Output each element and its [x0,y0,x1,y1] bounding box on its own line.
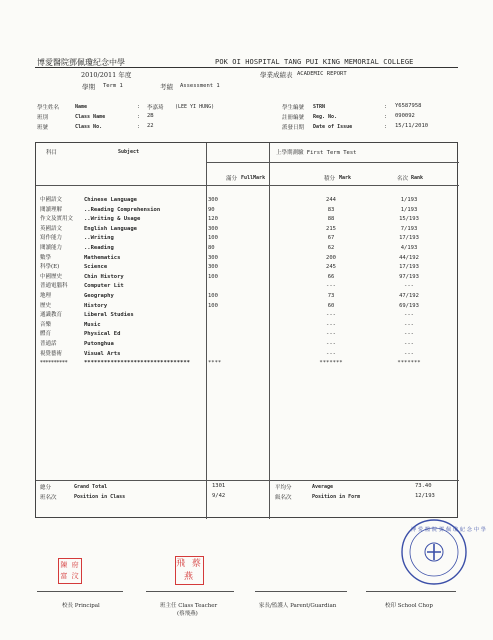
name-colon: : [137,104,141,110]
average-label-en: Average [312,484,334,490]
table-rule-term-header [206,162,459,163]
mark-cell: --- [326,283,336,290]
rank-cell: 97/193 [399,273,419,280]
table-rule-totals [36,480,459,481]
mark-cell: --- [326,312,336,319]
reg-colon: : [384,114,388,120]
term-label: 學期 [82,83,95,91]
grand-total-label-zh: 總分 [40,485,52,491]
table-row [36,234,459,244]
full-mark-cell: 80 [208,245,215,251]
rank-cell: 1/193 [400,206,418,213]
rank-cell: 15/193 [399,216,419,223]
report-title-en: ACADEMIC REPORT [297,71,347,77]
rank-cell: ******* [397,360,421,367]
principal-signature-line [37,591,123,592]
name-label-en: Name [75,104,88,110]
full-mark-cell: 90 [208,206,215,213]
full-mark-cell: 120 [208,216,218,223]
form-position-label-zh: 級名次 [275,495,292,501]
table-row [36,225,459,235]
rank-header-en: Rank [411,175,424,181]
subject-name-zh: 音樂 [40,321,52,328]
subject-name-zh: ********** [40,360,68,367]
rank-cell: 44/192 [399,254,419,261]
subject-name-en: English Language [84,225,137,232]
subject-name-zh: 普通電腦科 [40,283,68,290]
subject-name-en: Science [84,264,108,271]
mark-cell: --- [326,331,336,338]
rank-cell: --- [404,341,414,347]
class-colon: : [137,114,141,120]
table-row [36,350,459,360]
table-row [36,206,459,216]
subject-name-en: ..Reading [84,245,114,251]
term-value: Term 1 [103,83,123,89]
strn-value: Y6587958 [395,103,422,109]
table-row [36,330,459,340]
reg-label-zh: 註冊編號 [282,115,305,121]
subject-name-en: ******************************** [84,360,190,367]
class-label-zh: 班別 [37,115,49,121]
strn-label-en: STRN [313,104,326,110]
parent-signature-line [255,591,347,592]
mark-cell: 66 [327,273,335,280]
classno-label-zh: 班號 [37,125,49,131]
term-test-header: 上學期測驗 First Term Test [276,150,357,156]
table-row [36,292,459,302]
exam-label: 考績 [160,83,173,91]
subject-name-en: ..Reading Comprehension [84,206,161,213]
full-mark-cell: 300 [208,264,218,271]
subject-name-en: Chinese Language [84,197,137,203]
mark-header-zh: 積分 [324,176,336,182]
mark-cell: 200 [326,254,336,261]
classno-label-en: Class No. [75,124,103,130]
mark-header-en: Mark [339,175,352,181]
class-position-value: 9/42 [212,493,226,499]
rank-cell: --- [404,331,414,338]
mark-cell: 62 [327,245,335,251]
subject-name-en: Mathematics [84,254,121,261]
full-mark-cell: 100 [208,293,218,299]
subject-name-en: Putonghua [84,341,114,347]
subject-name-zh: 通識教育 [40,312,63,319]
issue-label-en: Date of Issue [313,124,353,130]
subject-name-en: History [84,302,108,309]
grand-total-label-en: Grand Total [74,484,108,490]
subject-name-en: Physical Ed [84,331,121,338]
table-row [36,311,459,321]
table-row [36,254,459,264]
mark-cell: 60 [327,302,335,309]
subject-name-zh: 中國語文 [40,197,63,203]
rank-cell: --- [404,350,414,357]
rank-cell: 17/193 [399,235,419,242]
class-value: 2B [147,113,154,119]
full-mark-cell: 300 [208,197,218,203]
principal-seal: 陳 府 富 汶 [58,558,82,584]
classno-value: 22 [147,123,154,129]
mark-cell: --- [326,341,336,347]
grand-total-value: 1301 [212,483,226,489]
mark-cell: 88 [327,216,335,223]
table-row [36,244,459,254]
full-mark-cell: **** [208,360,222,367]
full-mark-cell: 100 [208,273,218,280]
issue-colon: : [384,124,388,130]
mark-cell: 244 [326,197,336,203]
school-name-en: POK OI HOSPITAL TANG PUI KING MEMORIAL COLLEGE [215,58,414,66]
subject-name-zh: 視覺藝術 [40,350,63,357]
subject-name-zh: 數學 [40,254,52,261]
rank-cell: --- [404,321,414,328]
class-position-label-zh: 班名次 [40,495,57,501]
subject-name-en: ..Writing & Usage [84,216,141,223]
mark-cell: 73 [327,293,335,299]
exam-value: Assessment 1 [180,83,220,89]
subject-name-zh: 閱讀能力 [40,245,63,251]
table-row [36,263,459,273]
subject-name-zh: 作文及實用文 [40,216,74,223]
class-teacher-seal: 飛 蔡 燕 [175,556,204,585]
teacher-signature-line [146,591,234,592]
class-position-label-en: Position in Class [74,494,126,500]
table-row [36,359,459,369]
mark-cell: 245 [326,264,336,271]
subject-name-zh: 閱讀理解 [40,206,63,213]
report-title-zh: 學業成績表 [260,71,293,79]
subject-name-zh: 歷史 [40,302,52,309]
rank-cell: 17/193 [399,264,419,271]
subject-name-en: Visual Arts [84,350,121,357]
issue-label-zh: 派發日期 [282,125,305,131]
full-mark-cell: 100 [208,235,218,242]
form-position-label-en: Position in Form [312,494,361,500]
parent-caption: 家長/監護人 Parent/Guardian [259,603,337,609]
subject-name-zh: 科學(E) [40,264,60,271]
teacher-caption: 班主任 Class Teacher [160,603,218,609]
class-label-en: Class Name [75,114,106,120]
subject-name-en: Liberal Studies [84,312,134,319]
rank-cell: 4/193 [400,245,418,251]
teacher-name-caption: (蔡飛燕) [177,611,198,617]
subject-header-en: Subject [118,149,140,155]
table-rule-column-header [36,185,459,186]
header-rule [35,67,458,68]
subject-name-zh: 中國歷史 [40,273,63,280]
rank-cell: 69/193 [399,302,419,309]
form-position-value: 12/193 [415,493,435,499]
school-name-zh: 博愛醫院鄧佩瓊紀念中學 [37,58,125,67]
full-mark-cell: 300 [208,225,218,232]
classno-colon: : [137,124,141,130]
name-roman: (LEE YI HUNG) [175,104,215,110]
rank-cell: 1/193 [400,197,418,203]
rank-cell: 7/193 [400,225,418,232]
chop-signature-line [366,591,456,592]
subject-name-zh: 英國語文 [40,225,63,232]
subject-name-zh: 體育 [40,331,52,338]
table-row [36,196,459,206]
subject-name-en: Geography [84,293,114,299]
subject-name-en: Computer Lit [84,283,124,290]
average-value: 73.40 [415,483,432,489]
subject-header-zh: 科目 [46,150,58,156]
name-value: 李嘉琦 [147,105,164,111]
cross-icon [427,544,441,560]
table-row [36,321,459,331]
subject-name-zh: 地理 [40,293,52,299]
full-mark-cell: 100 [208,302,218,309]
school-chop-caption: 校印 School Chop [385,603,433,609]
fullmark-header-zh: 滿分 [226,176,238,182]
table-row [36,273,459,283]
reg-label-en: Reg. No. [313,114,338,120]
academic-year: 2010/2011 年度 [81,71,132,79]
full-mark-cell: 300 [208,254,218,261]
table-row [36,302,459,312]
subject-name-en: Music [84,321,101,328]
table-row [36,282,459,292]
strn-label-zh: 學生編號 [282,105,305,111]
subject-name-zh: 寫作能力 [40,235,63,242]
mark-cell: --- [326,350,336,357]
rank-header-zh: 名次 [397,176,409,182]
rank-cell: --- [404,283,414,290]
mark-cell: 67 [327,235,335,242]
grade-table [35,142,458,518]
mark-cell: ******* [319,360,343,367]
subject-name-zh: 普通話 [40,341,57,347]
rank-cell: 47/192 [399,293,419,299]
table-row [36,340,459,350]
school-chop-text: 博 愛 醫 院 鄧 佩 瓊 紀 念 中 學 [411,527,487,533]
rank-cell: --- [404,312,414,319]
name-label-zh: 學生姓名 [37,105,60,111]
subject-name-en: Chin History [84,273,124,280]
average-label-zh: 平均分 [275,485,292,491]
principal-caption: 校長 Principal [62,603,100,609]
issue-value: 15/11/2010 [395,123,429,129]
mark-cell: 83 [327,206,335,213]
fullmark-header-en: FullMark [241,175,266,181]
mark-cell: --- [326,321,336,328]
subject-name-en: ..Writing [84,235,114,242]
strn-colon: : [384,104,388,110]
reg-value: 090092 [395,113,415,119]
mark-cell: 215 [326,225,336,232]
table-row [36,215,459,225]
